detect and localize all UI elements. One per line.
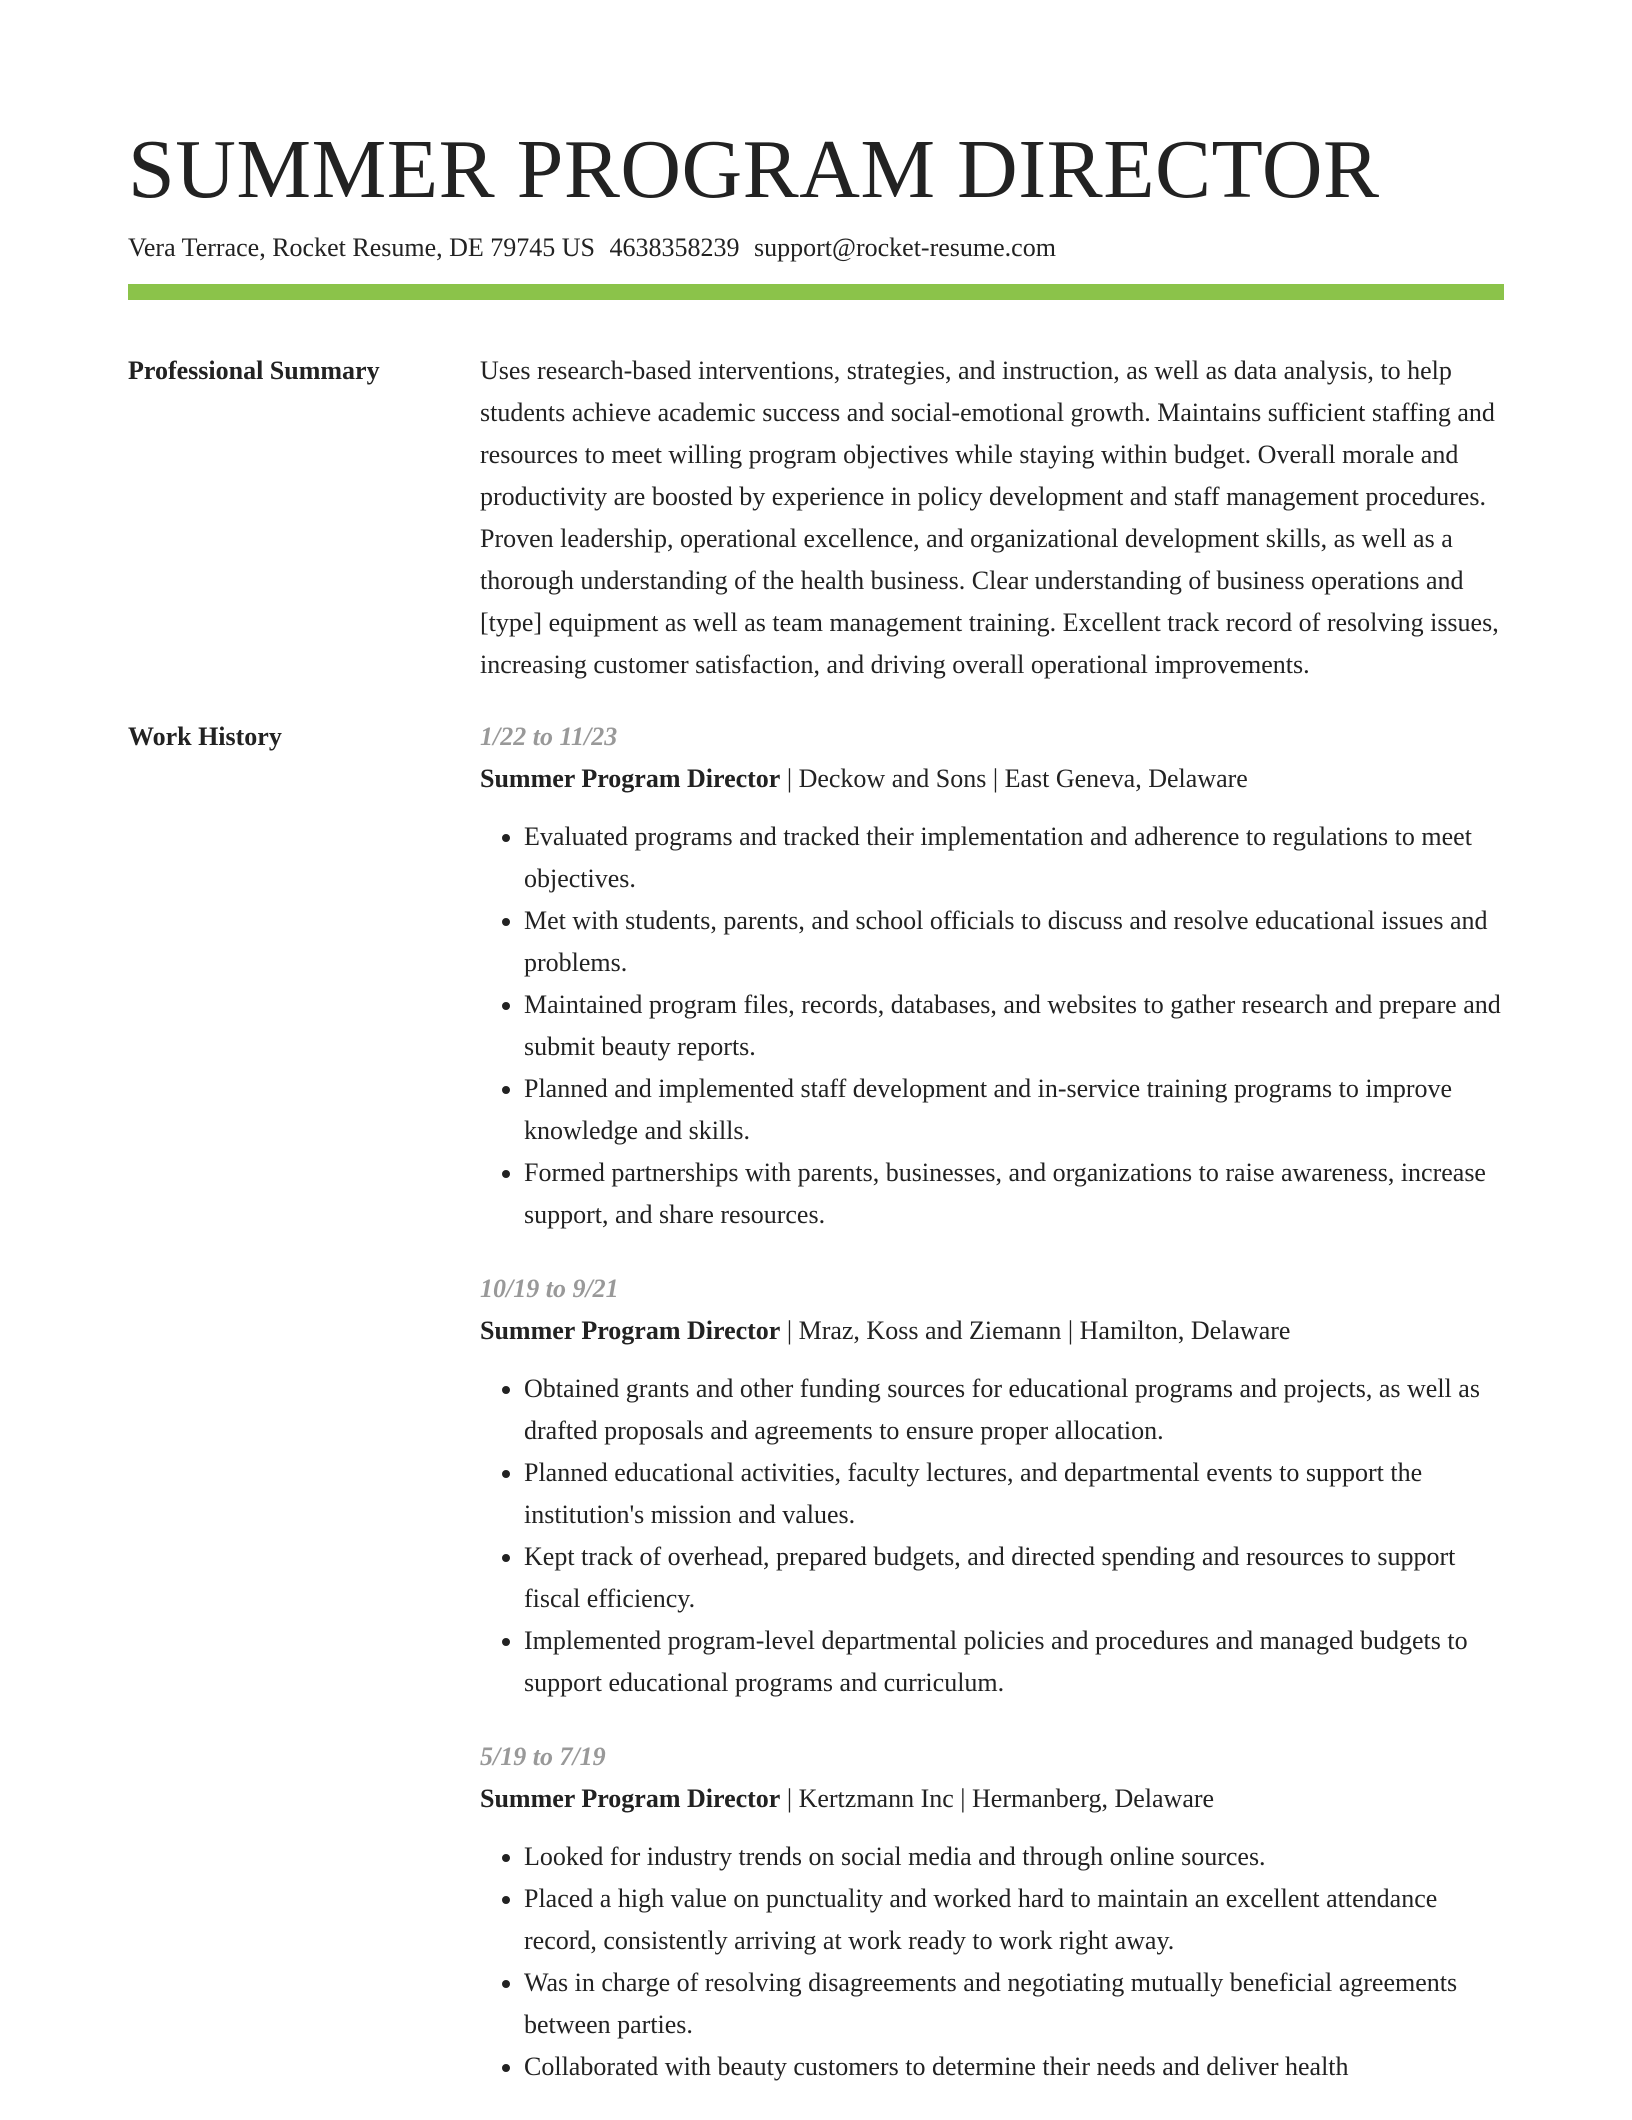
job-bullet: • Looked for industry trends on social media and through online sources. xyxy=(524,1836,1504,1878)
job-company: Deckow and Sons xyxy=(798,764,987,793)
job-bullets xyxy=(480,816,1504,1236)
job-title: Summer Program Director xyxy=(480,1316,781,1345)
professional-summary-section xyxy=(128,350,1504,686)
separator: | xyxy=(780,1316,799,1345)
job-bullet: • Planned educational activities, faculty lectures, and departmental events to support the institution's mission and values. xyxy=(524,1452,1504,1536)
job-bullet: • Formed partnerships with parents, businesses, and organizations to raise awareness, increase support, and share resources. xyxy=(524,1152,1504,1236)
contact-phone: 4638358239 xyxy=(609,233,740,262)
header-divider xyxy=(128,284,1504,300)
separator: | xyxy=(780,764,799,793)
job-bullet: • Maintained program files, records, databases, and websites to gather research and prepare and submit beauty reports. xyxy=(524,984,1504,1068)
contact-address: Vera Terrace, Rocket Resume, DE 79745 US xyxy=(128,233,596,262)
job-heading xyxy=(480,758,1504,800)
section-label-work-history: Work History xyxy=(128,722,282,751)
job-bullet: • Kept track of overhead, prepared budgets, and directed spending and resources to support fiscal efficiency. xyxy=(524,1536,1504,1620)
work-history-section xyxy=(128,716,1504,2120)
job-company: Kertzmann Inc xyxy=(798,1784,954,1813)
job-dates: 5/19 to 7/19 xyxy=(480,1742,606,1771)
job-dates: 1/22 to 11/23 xyxy=(480,722,618,751)
work-history-list xyxy=(480,716,1504,2120)
job-dates: 10/19 to 9/21 xyxy=(480,1274,619,1303)
separator: | xyxy=(780,1784,799,1813)
job-bullets xyxy=(480,1836,1504,2088)
job-heading xyxy=(480,1778,1504,1820)
job-bullet: • Obtained grants and other funding sources for educational programs and projects, as well as drafted proposals and agreements to ensure proper allocation. xyxy=(524,1368,1504,1452)
job-location: East Geneva, Delaware xyxy=(1004,764,1248,793)
job-bullets xyxy=(480,1368,1504,1704)
job-location: Hermanberg, Delaware xyxy=(972,1784,1215,1813)
job-entry xyxy=(480,1268,1504,1704)
job-bullet: • Met with students, parents, and school officials to discuss and resolve educational issues and problems. xyxy=(524,900,1504,984)
section-label-summary: Professional Summary xyxy=(128,356,380,385)
resume-page xyxy=(128,120,1504,2120)
job-bullet: • Planned and implemented staff development and in-service training programs to improve knowledge and skills. xyxy=(524,1068,1504,1152)
contact-email: support@rocket-resume.com xyxy=(754,233,1056,262)
separator: | xyxy=(953,1784,972,1813)
summary-text: Uses research-based interventions, strategies, and instruction, as well as data analysis, to help students achieve academic success and social-emotional growth. Maintains sufficient staffing and resources to meet willing program objectives while staying within budget. Overall morale and productivity are boosted by experience in policy development and staff management procedures. Proven leadership, operational excellence, and organizational development skills, as well as a thorough understanding of the health business. Clear understanding of business operations and [type] equipment as well as team management training. Excellent track record of resolving issues, increasing customer satisfaction, and driving overall operational improvements. xyxy=(480,356,1499,679)
job-bullet: • Evaluated programs and tracked their implementation and adherence to regulations to meet objectives. xyxy=(524,816,1504,900)
job-bullet: • Collaborated with beauty customers to determine their needs and deliver health xyxy=(524,2046,1504,2088)
job-title: Summer Program Director xyxy=(480,1784,781,1813)
job-location: Hamilton, Delaware xyxy=(1079,1316,1291,1345)
resume-title: SUMMER PROGRAM DIRECTOR xyxy=(128,123,1380,216)
separator: | xyxy=(986,764,1005,793)
job-bullet: • Implemented program-level departmental policies and procedures and managed budgets to support educational programs and curriculum. xyxy=(524,1620,1504,1704)
job-bullet: • Placed a high value on punctuality and worked hard to maintain an excellent attendance record, consistently arriving at work ready to work right away. xyxy=(524,1878,1504,1962)
job-title: Summer Program Director xyxy=(480,764,781,793)
contact-line xyxy=(128,230,1504,266)
job-company: Mraz, Koss and Ziemann xyxy=(798,1316,1062,1345)
job-bullet: • Was in charge of resolving disagreements and negotiating mutually beneficial agreements between parties. xyxy=(524,1962,1504,2046)
job-heading xyxy=(480,1310,1504,1352)
separator: | xyxy=(1061,1316,1080,1345)
job-entry xyxy=(480,1736,1504,2088)
job-entry xyxy=(480,716,1504,1236)
